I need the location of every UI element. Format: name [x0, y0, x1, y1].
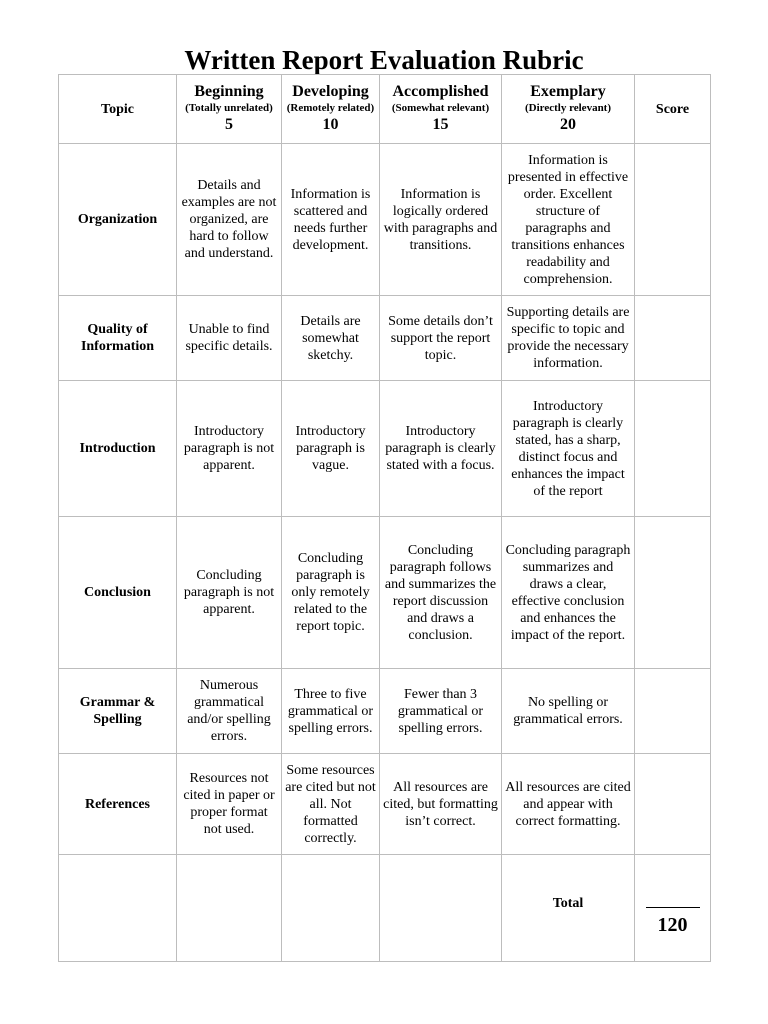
page-title: Written Report Evaluation Rubric — [184, 45, 584, 75]
rubric-cell: Concluding paragraph follows and summarizes the report discussion and draws a conclusion. — [380, 517, 502, 669]
rubric-cell: Concluding paragraph is only remotely related to the report topic. — [282, 517, 380, 669]
level-name: Developing — [292, 83, 369, 100]
topic-cell: Introduction — [59, 381, 177, 517]
score-cell[interactable] — [635, 517, 711, 669]
score-cell[interactable] — [635, 296, 711, 381]
score-cell[interactable] — [635, 144, 711, 296]
rubric-cell: Introductory paragraph is clearly stated with a focus. — [380, 381, 502, 517]
total-value: 120 — [657, 914, 688, 936]
rubric-cell: Some details don’t support the report topic. — [380, 296, 502, 381]
level-description: (Directly relevant) — [524, 102, 612, 114]
rubric-cell: Information is logically ordered with paragraphs and transitions. — [380, 144, 502, 296]
level-points: 20 — [560, 116, 576, 133]
level-points: 15 — [432, 116, 449, 133]
empty-cell — [177, 855, 282, 962]
total-label: Total — [502, 855, 635, 962]
rubric-table — [58, 74, 711, 962]
rubric-cell: No spelling or grammatical errors. — [502, 669, 635, 754]
level-header-beginning — [177, 75, 282, 144]
score-cell[interactable] — [635, 754, 711, 855]
topic-column-header: Topic — [59, 75, 177, 144]
table-row — [59, 296, 711, 381]
table-row — [59, 754, 711, 855]
empty-cell — [380, 855, 502, 962]
rubric-cell: Concluding paragraph is not apparent. — [177, 517, 282, 669]
level-header-developing — [282, 75, 380, 144]
rubric-cell: All resources are cited and appear with correct formatting. — [502, 754, 635, 855]
score-cell[interactable] — [635, 381, 711, 517]
level-name: Beginning — [194, 83, 264, 100]
table-row — [59, 669, 711, 754]
rubric-cell: Concluding paragraph summarizes and draws a clear, effective conclusion and enhances the impact of the report. — [502, 517, 635, 669]
level-description: (Somewhat relevant) — [391, 102, 490, 114]
total-row — [59, 855, 711, 962]
rubric-cell: Information is scattered and needs further development. — [282, 144, 380, 296]
header-row — [59, 75, 711, 144]
rubric-cell: Introductory paragraph is clearly stated, has a sharp, distinct focus and enhances the impact of the report — [502, 381, 635, 517]
table-row — [59, 517, 711, 669]
level-header-accomplished — [380, 75, 502, 144]
rubric-cell: Details are somewhat sketchy. — [282, 296, 380, 381]
rubric-cell: Fewer than 3 grammatical or spelling errors. — [380, 669, 502, 754]
level-name: Exemplary — [530, 83, 606, 100]
score-column-header: Score — [635, 75, 711, 144]
level-points: 10 — [322, 116, 339, 133]
table-row — [59, 381, 711, 517]
topic-cell: Grammar & Spelling — [59, 669, 177, 754]
rubric-cell: Resources not cited in paper or proper format not used. — [177, 754, 282, 855]
rubric-cell: Numerous grammatical and/or spelling errors. — [177, 669, 282, 754]
level-name: Accomplished — [392, 83, 489, 100]
rubric-cell: Supporting details are specific to topic and provide the necessary information. — [502, 296, 635, 381]
score-cell[interactable] — [635, 669, 711, 754]
rubric-cell: Introductory paragraph is not apparent. — [177, 381, 282, 517]
rubric-cell: Some resources are cited but not all. Not formatted correctly. — [282, 754, 380, 855]
rubric-cell: All resources are cited, but formatting isn’t correct. — [380, 754, 502, 855]
level-points: 5 — [225, 116, 233, 133]
level-description: (Remotely related) — [286, 102, 375, 114]
rubric-cell: Information is presented in effective order. Excellent structure of paragraphs and transitions enhances readability and comprehension. — [502, 144, 635, 296]
topic-cell: Organization — [59, 144, 177, 296]
table-row — [59, 144, 711, 296]
level-header-exemplary — [502, 75, 635, 144]
rubric-cell: Three to five grammatical or spelling errors. — [282, 669, 380, 754]
empty-cell — [59, 855, 177, 962]
level-description: (Totally unrelated) — [185, 102, 273, 114]
topic-cell: References — [59, 754, 177, 855]
topic-cell: Quality of Information — [59, 296, 177, 381]
topic-cell: Conclusion — [59, 517, 177, 669]
empty-cell — [282, 855, 380, 962]
rubric-cell: Introductory paragraph is vague. — [282, 381, 380, 517]
rubric-cell: Unable to find specific details. — [177, 296, 282, 381]
rubric-cell: Details and examples are not organized, are hard to follow and understand. — [177, 144, 282, 296]
total-score-cell — [635, 855, 711, 962]
